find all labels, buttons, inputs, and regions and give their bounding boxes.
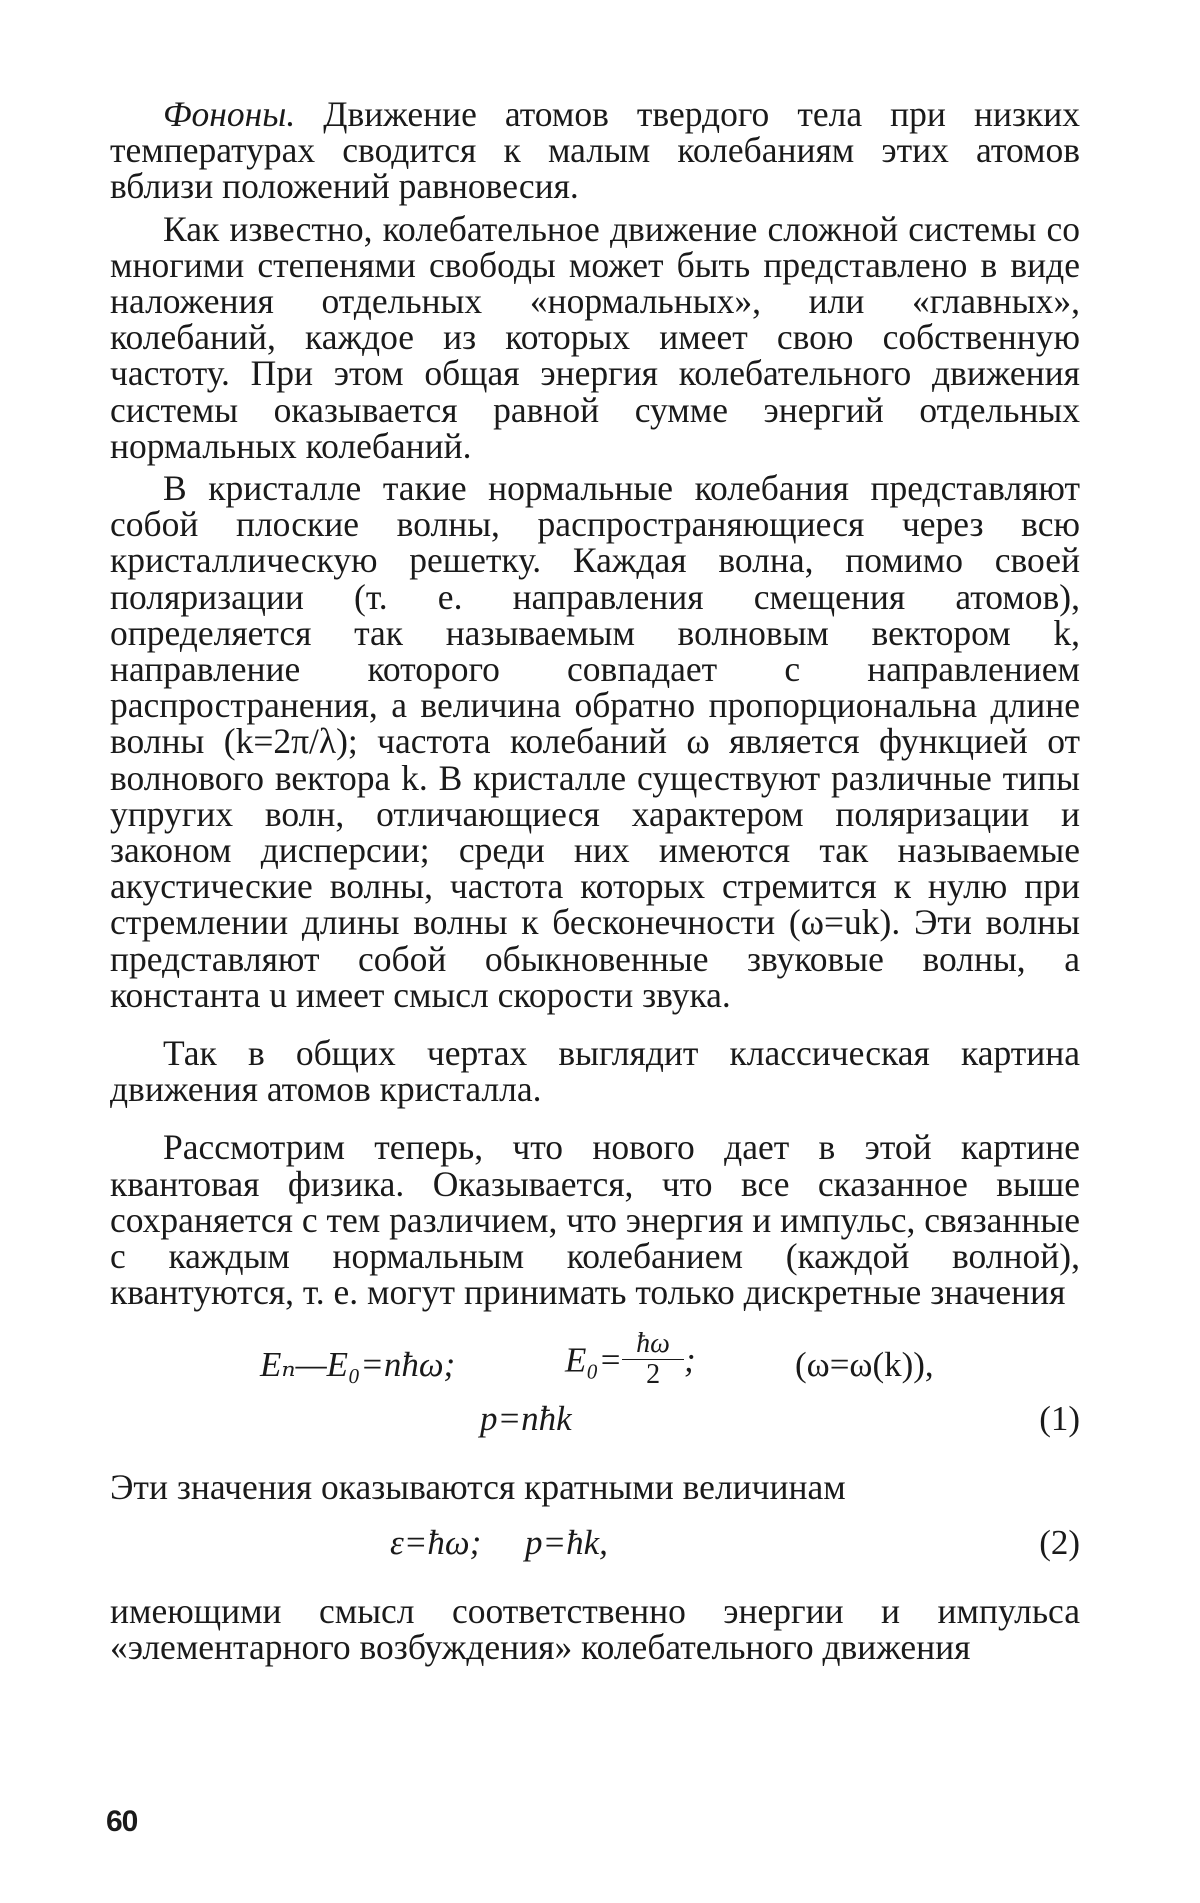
equation-1-zero-point xyxy=(565,1327,696,1394)
equation-1-energy-levels: Eₙ—E₀=nħω; xyxy=(260,1344,456,1384)
equation-2-line xyxy=(110,1519,1080,1571)
paragraph-multiples: Эти значения оказываются кратными величинам xyxy=(110,1466,846,1507)
equation-1-number: (1) xyxy=(1039,1398,1080,1438)
equation-1-fraction-numerator: ħω xyxy=(622,1329,684,1360)
equation-2-number: (2) xyxy=(1039,1522,1080,1562)
equation-1-momentum: p=nħk xyxy=(480,1398,572,1438)
paragraph-crystal-waves: В кристалле такие нормальные колебания представляют собой плоские волны, распространяющиеся через всю кристаллическую решетку. Каждая волна, помимо своей поляризации (т. е. направления смещения атомов), определяется так называемым волновым вектором k, направление которого совпадает с направлением распространения, а величина обратно пропорциональна длине волны (k=2π/λ); частота колебаний ω является функцией от волнового вектора k. В кристалле существуют различные типы упругих волн, отличающиеся характером поляризации и законом дисперсии; среди них имеются так называемые акустические волны, частота которых стремится к нулю при стремлении длины волны к бесконечности (ω=uk). Эти волны представляют собой обыкновенные звуковые волны, а константа u имеет смысл скорости звука. xyxy=(110,468,1080,1015)
equation-1-zero-point-tail: ; xyxy=(683,1340,696,1380)
equation-1-fraction-denominator: 2 xyxy=(646,1358,661,1390)
paragraph-quantum-physics: Рассмотрим теперь, что нового дает в этой картине квантовая физика. Оказывается, что все сказанное выше сохраняется с тем различием, что энергия и импульс, связанные с каждым нормальным колебанием (каждой волной), квантуются, т. е. могут принимать только дискретные значения xyxy=(110,1127,1080,1313)
page-number: 60 xyxy=(106,1805,138,1838)
equation-2-quanta: ε=ħω; p=ħk, xyxy=(390,1522,608,1562)
paragraph-phonons-intro xyxy=(110,96,1080,205)
equation-1-line-1 xyxy=(110,1327,1080,1395)
equation-1-dispersion: (ω=ω(k)), xyxy=(795,1344,934,1384)
equation-1-zero-point-lhs: E₀= xyxy=(565,1340,623,1380)
paragraph-classical-picture: Так в общих чертах выглядит классическая картина движения атомов кристалла. xyxy=(110,1033,1080,1110)
paragraph-elementary-excitation: имеющими смысл соответственно энергии и импульса «элементарного возбуждения» колебательного движения xyxy=(110,1590,1080,1667)
equation-2-block xyxy=(110,1519,1080,1571)
paragraph-lead-heading: Фононы. xyxy=(163,94,296,134)
paragraph-normal-modes: Как известно, колебательное движение сложной системы со многими степенями свободы может быть представлено в виде наложения отдельных «нормальных», или «главных», колебаний, каждое из которых имеет свою собственную частоту. При этом общая энергия колебательного движения системы оказывается равной сумме энергий отдельных нормальных колебаний. xyxy=(110,208,1080,466)
equation-1-line-2 xyxy=(110,1395,1080,1443)
equation-1-block xyxy=(110,1327,1080,1443)
equation-1-fraction xyxy=(622,1329,684,1390)
paragraph-text: Движение атомов твердого тела при низких температурах сводится к малым колебаниям этих атомов вблизи положений равновесия. xyxy=(110,94,1080,207)
page-body xyxy=(110,96,1080,1665)
